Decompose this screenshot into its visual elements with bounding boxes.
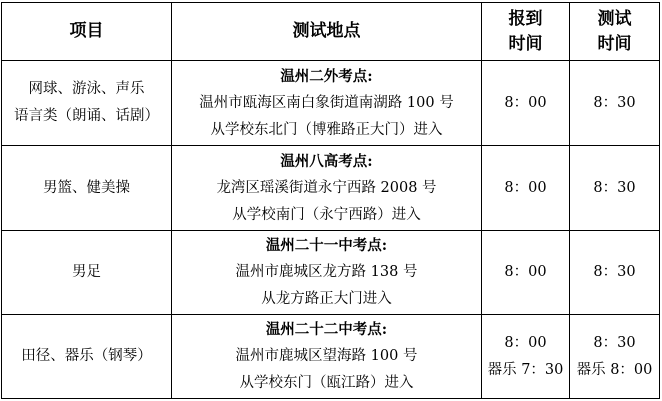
test-time-cell: 8：30: [570, 231, 660, 315]
location-title: 温州二十一中考点:: [265, 237, 388, 254]
table-row: [2, 61, 660, 146]
item-cell: 男篮、健美操: [2, 146, 172, 231]
table-row: [2, 315, 660, 399]
header-item: 项目: [2, 3, 172, 61]
header-row: [2, 3, 660, 61]
table-row: [2, 231, 660, 315]
report-time-cell: 8：00: [482, 231, 570, 315]
test-time-cell: 8：30: [570, 61, 660, 146]
table-row: [2, 146, 660, 231]
location-cell: 温州二十二中考点: 温州市鹿城区望海路 100 号 从学校东门（瓯江路）进入: [172, 315, 482, 399]
location-cell: 温州二外考点: 温州市瓯海区南白象街道南湖路 100 号 从学校东北门（博雅路正大门）进入: [172, 61, 482, 146]
header-test-time: 测试 时间: [570, 3, 660, 61]
test-time-cell: 8：30 器乐 8：00: [570, 315, 660, 399]
report-time-cell: 8：00: [482, 61, 570, 146]
location-title: 温州二十二中考点:: [265, 321, 388, 338]
item-cell: 男足: [2, 231, 172, 315]
report-time-cell: 8：00: [482, 146, 570, 231]
location-title: 温州八高考点:: [280, 152, 373, 170]
report-time-cell: 8：00 器乐 7：30: [482, 315, 570, 399]
location-cell: 温州八高考点: 龙湾区瑶溪街道永宁西路 2008 号 从学校南门（永宁西路）进入: [172, 146, 482, 231]
test-time-cell: 8：30: [570, 146, 660, 231]
item-cell: 田径、器乐（钢琴）: [2, 315, 172, 399]
header-location: 测试地点: [172, 3, 482, 61]
header-report-time: 报到 时间: [482, 3, 570, 61]
schedule-table: [1, 2, 660, 399]
location-cell: 温州二十一中考点: 温州市鹿城区龙方路 138 号 从龙方路正大门进入: [172, 231, 482, 315]
item-cell: 网球、游泳、声乐 语言类（朗诵、话剧）: [2, 61, 172, 146]
location-title: 温州二外考点:: [280, 67, 373, 85]
